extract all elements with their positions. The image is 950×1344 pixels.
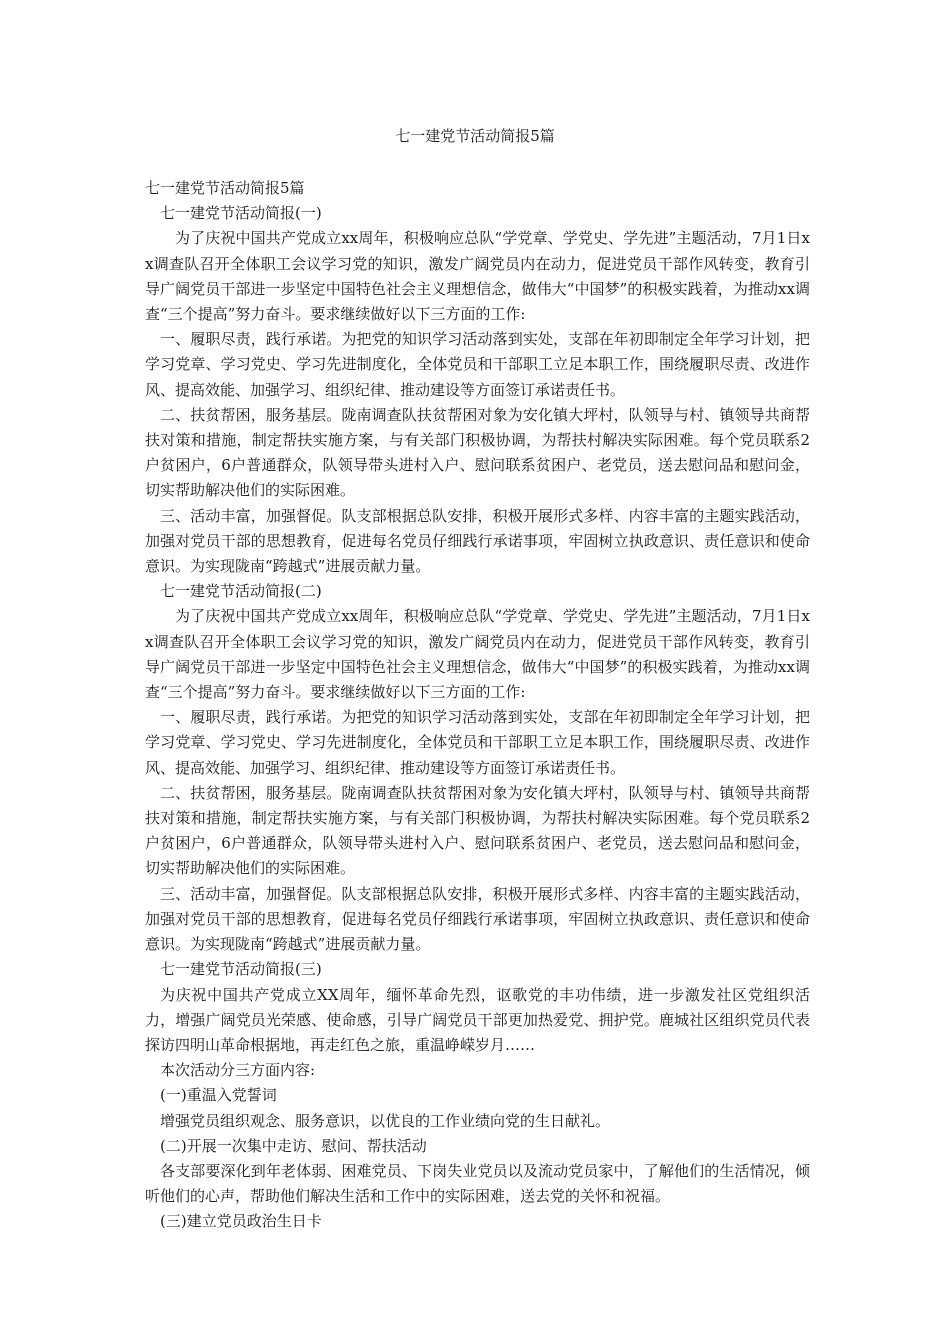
- document-subtitle: 七一建党节活动简报5篇: [145, 179, 305, 197]
- document-body: [145, 176, 810, 1235]
- paragraph: 一、履职尽责，践行承诺。为把党的知识学习活动落到实处，支部在年初即制定全年学习计划，把学习党章、学习党史、学习先进制度化，全体党员和干部职工立足本职工作，围绕履职尽责、改进作风、提高效能、加强学习、组织纪律、推动建设等方面签订承诺责任书。: [145, 708, 810, 777]
- document-title: 七一建党节活动简报5篇: [395, 127, 555, 145]
- paragraph: 二、扶贫帮困，服务基层。陇南调查队扶贫帮困对象为安化镇大坪村，队领导与村、镇领导共商帮扶对策和措施，制定帮扶实施方案，与有关部门积极协调，为帮扶村解决实际困难。每个党员联系2户贫困户，6户普通群众，队领导带头进村入户、慰问联系贫困户、老党员，送去慰问品和慰问金，切实帮助解决他们的实际困难。: [145, 783, 810, 878]
- paragraph: 三、活动丰富，加强督促。队支部根据总队安排，积极开展形式多样、内容丰富的主题实践活动，加强对党员干部的思想教育，促进每名党员仔细践行承诺事项，牢固树立执政意识、责任意识和使命意识。为实现陇南“跨越式”进展贡献力量。: [145, 506, 810, 576]
- paragraph: 二、扶贫帮困，服务基层。陇南调查队扶贫帮困对象为安化镇大坪村，队领导与村、镇领导共商帮扶对策和措施，制定帮扶实施方案，与有关部门积极协调，为帮扶村解决实际困难。每个党员联系2户贫困户，6户普通群众，队领导带头进村入户、慰问联系贫困户、老党员，送去慰问品和慰问金，切实帮助解决他们的实际困难。: [145, 405, 810, 500]
- paragraph: 为庆祝中国共产党成立XX周年，缅怀革命先烈，讴歌党的丰功伟绩，进一步激发社区党组织活力，增强广阔党员光荣感、使命感，引导广阔党员干部更加热爱党、拥护党。鹿城社区组织党员代表探访四明山革命根据地，再走红色之旅，重温峥嵘岁月……: [145, 985, 810, 1054]
- paragraph: 一、履职尽责，践行承诺。为把党的知识学习活动落到实处，支部在年初即制定全年学习计划，把学习党章、学习党史、学习先进制度化，全体党员和干部职工立足本职工作，围绕履职尽责、改进作风、提高效能、加强学习、组织纪律、推动建设等方面签订承诺责任书。: [145, 330, 810, 399]
- section-heading: 七一建党节活动简报(二): [160, 582, 322, 601]
- paragraph: 为了庆祝中国共产党成立xx周年，积极响应总队“学党章、学党史、学先进”主题活动，7月1日xx调查队召开全体职工会议学习党的知识，激发广阔党员内在动力，促进党员干部作风转变，教育引导广阔党员干部进一步坚定中国特色社会主义理想信念，做伟大“中国梦”的积极实践着，为推动xx调查“三个提高”努力奋斗。要求继续做好以下三方面的工作:: [145, 607, 810, 702]
- paragraph: 增强党员组织观念、服务意识，以优良的工作业绩向党的生日献礼。: [160, 1111, 611, 1130]
- list-heading: (二)开展一次集中走访、慰问、帮扶活动: [160, 1136, 427, 1155]
- paragraph: 为了庆祝中国共产党成立xx周年，积极响应总队“学党章、学党史、学先进”主题活动，7月1日xx调查队召开全体职工会议学习党的知识，激发广阔党员内在动力，促进党员干部作风转变，教育引导广阔党员干部进一步坚定中国特色社会主义理想信念，做伟大“中国梦”的积极实践着，为推动xx调查“三个提高”努力奋斗。要求继续做好以下三方面的工作:: [145, 229, 810, 324]
- list-heading: (一)重温入党誓词: [160, 1086, 277, 1105]
- section-heading: 七一建党节活动简报(三): [160, 960, 322, 979]
- paragraph: 三、活动丰富，加强督促。队支部根据总队安排，积极开展形式多样、内容丰富的主题实践活动，加强对党员干部的思想教育，促进每名党员仔细践行承诺事项，牢固树立执政意识、责任意识和使命意识。为实现陇南“跨越式”进展贡献力量。: [145, 884, 810, 954]
- list-heading: (三)建立党员政治生日卡: [160, 1212, 322, 1231]
- paragraph: 本次活动分三方面内容:: [160, 1061, 316, 1080]
- paragraph: 各支部要深化到年老体弱、困难党员、下岗失业党员以及流动党员家中，了解他们的生活情况，倾听他们的心声，帮助他们解决生活和工作中的实际困难，送去党的关怀和祝福。: [145, 1161, 810, 1206]
- section-heading: 七一建党节活动简报(一): [160, 204, 322, 223]
